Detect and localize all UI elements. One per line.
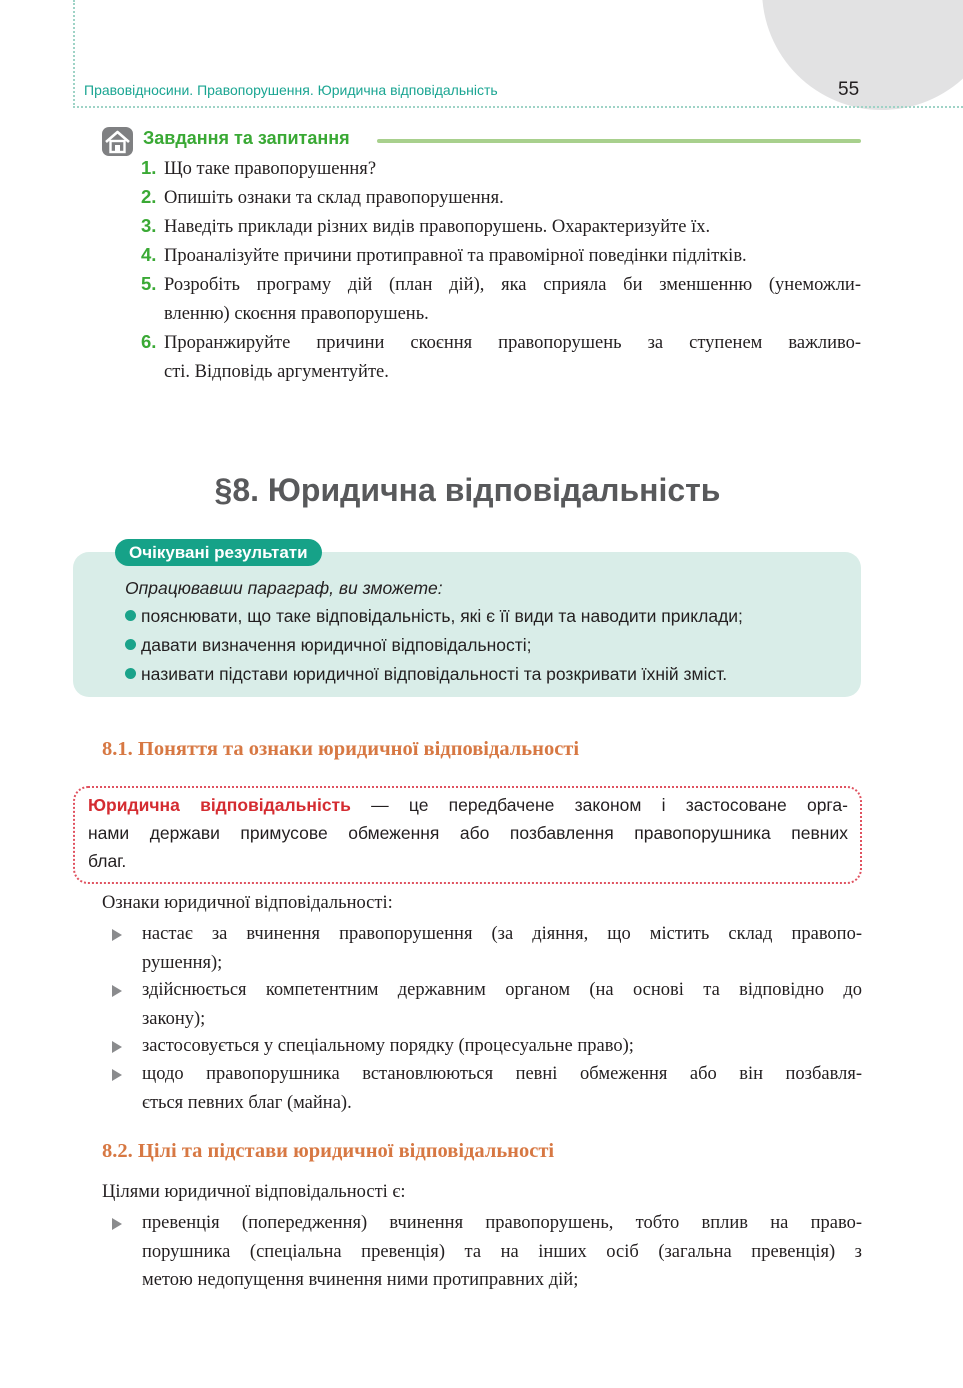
expected-result-text: пояснювати, що таке відповідальність, які є її види та наводити приклади; [141,606,743,626]
question-text: Розробіть програму дій (план дій), яка сприяла би зменшенню (унеможли- [164,275,861,295]
bullet-dot-icon [125,668,136,679]
bullet-dot-icon [125,639,136,650]
features-intro: Ознаки юридичної відповідальності: [102,893,393,913]
definition-line: — це передбачене законом і застосоване орга- [350,795,848,815]
expected-result-text: давати визначення юридичної відповідальності; [141,635,532,655]
question-2 [141,183,861,213]
goal-text: порушника (спеціальна превенція) та на інших осіб (загальна превенція) з [142,1241,862,1262]
section-title: §8. Юридична відповідальність [214,472,721,508]
question-number: 1. [141,157,157,178]
expected-result-item [125,635,532,656]
question-text-cont: вленню) скоєння правопорушень. [164,303,429,324]
feature-item [112,920,862,977]
feature-text: настає за вчинення правопорушення (за діяння, що містить склад правопо- [142,924,862,944]
question-number: 2. [141,186,157,207]
feature-text: здійснюється компетентним державним органом (на основі та відповідно до [142,980,862,1000]
feature-text: закону); [142,1008,206,1029]
feature-text: ється певних благ (майна). [142,1092,352,1113]
feature-item [112,976,862,1033]
definition-line: нами держави примусове обмеження або позбавлення правопорушника певних [88,823,848,843]
goal-text: превенція (попередження) вчинення правопорушень, тобто вплив на право- [142,1213,862,1233]
goal-item [112,1209,862,1295]
expected-results-tag: Очікувані результати [115,539,322,566]
question-text: Проаналізуйте причини протиправної та правомірної поведінки підлітків. [164,246,747,266]
triangle-bullet-icon [112,1218,122,1230]
expected-result-item [125,664,727,685]
question-number: 6. [141,331,157,352]
feature-item [112,1032,862,1061]
feature-text: застосовується у спеціальному порядку (процесуальне право); [142,1036,634,1056]
question-text: Наведіть приклади різних видів правопорушень. Охарактеризуйте їх. [164,217,711,237]
bullet-dot-icon [125,610,136,621]
question-number: 3. [141,215,157,236]
feature-text: рушення); [142,952,223,973]
question-4 [141,241,861,271]
question-1 [141,154,861,184]
question-number: 4. [141,244,157,265]
feature-text: щодо правопорушника встановлюються певні обмеження або він позбавля- [142,1064,862,1084]
header-dotted-line [73,106,963,108]
triangle-bullet-icon [112,929,122,941]
running-title: Правовідносини. Правопорушення. Юридична відповідальність [84,82,498,98]
feature-item [112,1060,862,1117]
triangle-bullet-icon [112,1069,122,1081]
question-5 [141,270,861,328]
question-text: Що таке правопорушення? [164,159,377,179]
subsection-title-8-2: 8.2. Цілі та підстави юридичної відповідальності [102,1140,555,1162]
subsection-title-8-1: 8.1. Поняття та ознаки юридичної відповідальності [102,738,580,760]
page-number: 55 [838,79,860,100]
goal-text: метою недопущення вчинення ними протиправних дій; [142,1270,579,1291]
question-text: Опишіть ознаки та склад правопорушення. [164,188,504,208]
triangle-bullet-icon [112,1041,122,1053]
definition-text [88,791,848,875]
tasks-title-rule [377,139,861,143]
margin-dotted-line [73,0,75,108]
question-number: 5. [141,273,157,294]
house-icon [101,126,134,157]
expected-result-item [125,606,743,627]
expected-results-intro: Опрацювавши параграф, ви зможете: [125,578,443,598]
corner-decoration [762,0,963,110]
question-text: Проранжируйте причини скоєння правопорушень за ступенем важливо- [164,333,861,353]
goals-intro: Цілями юридичної відповідальності є: [102,1182,406,1202]
expected-result-text: називати підстави юридичної відповідальності та розкривати їхній зміст. [141,664,728,684]
question-text-cont: сті. Відповідь аргументуйте. [164,361,389,382]
triangle-bullet-icon [112,985,122,997]
definition-line: благ. [88,851,127,871]
tasks-title: Завдання та запитання [143,128,350,148]
question-6 [141,328,861,386]
definition-term: Юридична відповідальність [88,795,351,815]
question-3 [141,212,861,242]
